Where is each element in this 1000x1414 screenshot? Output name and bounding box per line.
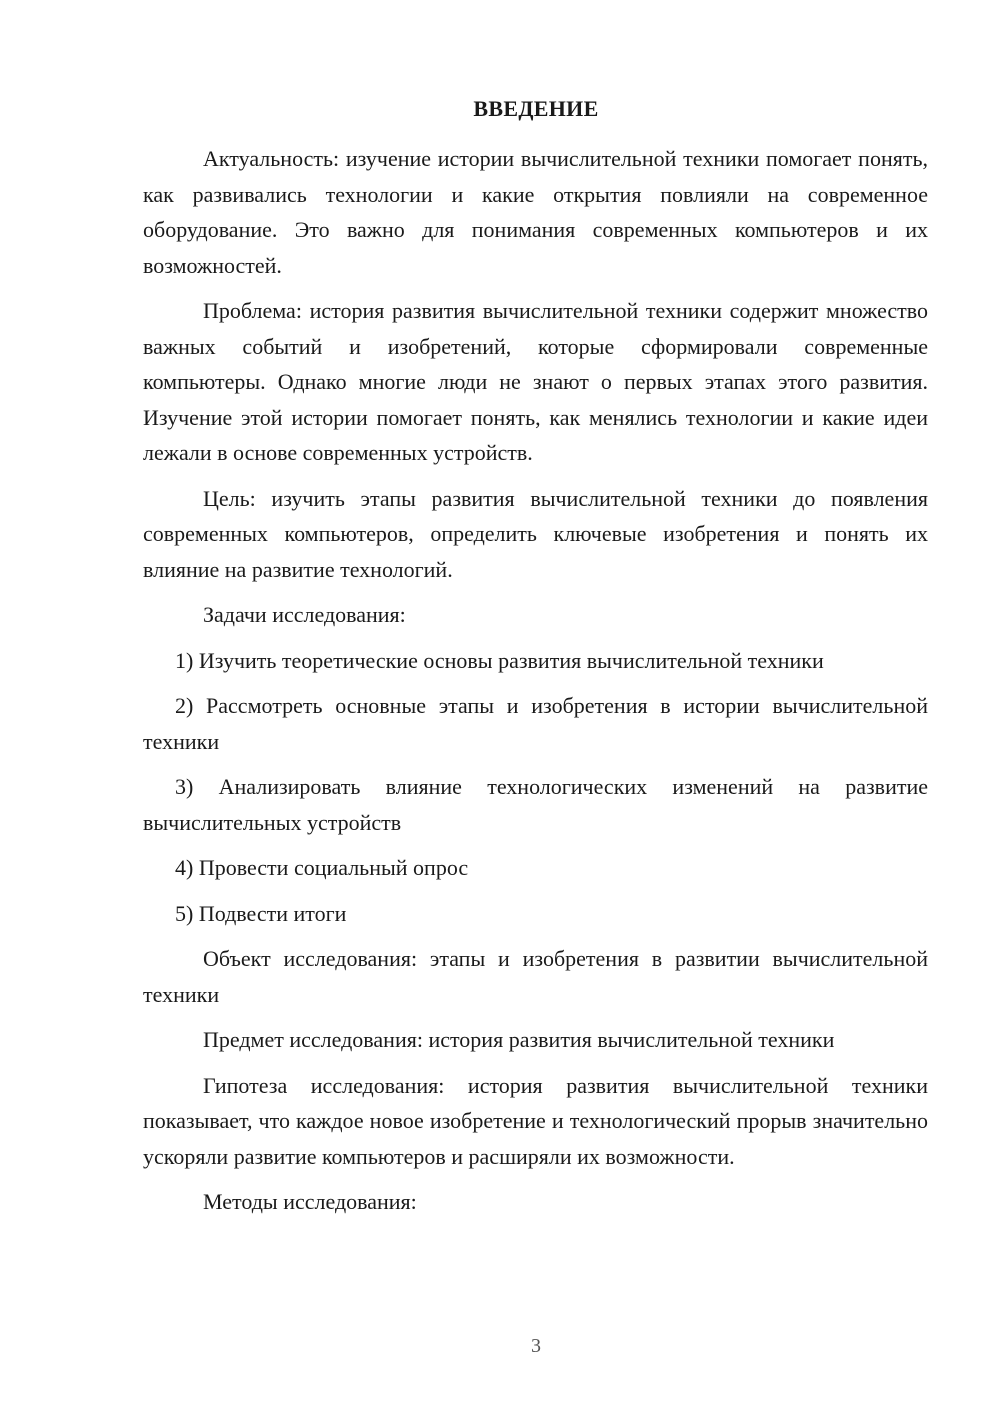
paragraph-goal: Цель: изучить этапы развития вычислительной техники до появления современных компьютеров, определить ключевые изобретения и понять их влияние на развитие технологий. [143, 485, 928, 582]
paragraph-hypothesis: Гипотеза исследования: история развития вычислительной техники показывает, что каждое новое изобретение и технологический прорыв значительно ускоряли развитие компьютеров и расширяли их возможности. [143, 1072, 928, 1169]
paragraph-subject: Предмет исследования: история развития вычислительной техники [203, 1027, 835, 1052]
task-item-4: 4) Провести социальный опрос [175, 855, 469, 880]
tasks-heading: Задачи исследования: [203, 602, 406, 627]
section-title: ВВЕДЕНИЕ [473, 96, 599, 121]
page-number: 3 [531, 1335, 541, 1357]
task-item-3: 3) Анализировать влияние технологических изменений на развитие вычислительных устройств [143, 774, 928, 835]
paragraph-relevance: Актуальность: изучение истории вычислительной техники помогает понять, как развивались технологии и какие открытия повлияли на современное оборудование. Это важно для понимания современных компьютеров и их возможностей. [143, 146, 928, 278]
paragraph-object: Объект исследования: этапы и изобретения в развитии вычислительной техники [143, 946, 928, 1007]
body-text [143, 141, 928, 1230]
task-item-1: 1) Изучить теоретические основы развития вычислительной техники [175, 647, 824, 673]
task-item-5: 5) Подвести итоги [175, 900, 347, 926]
task-item-2: 2) Рассмотреть основные этапы и изобретения в истории вычислительной техники [143, 693, 928, 754]
methods-heading: Методы исследования: [203, 1189, 417, 1214]
paragraph-problem: Проблема: история развития вычислительной техники содержит множество важных событий и изобретений, которые сформировали современные компьютеры. Однако многие люди не знают о первых этапах этого развития. Изучение этой истории помогает понять, как менялись технологии и какие идеи лежали в основе современных устройств. [143, 298, 928, 465]
